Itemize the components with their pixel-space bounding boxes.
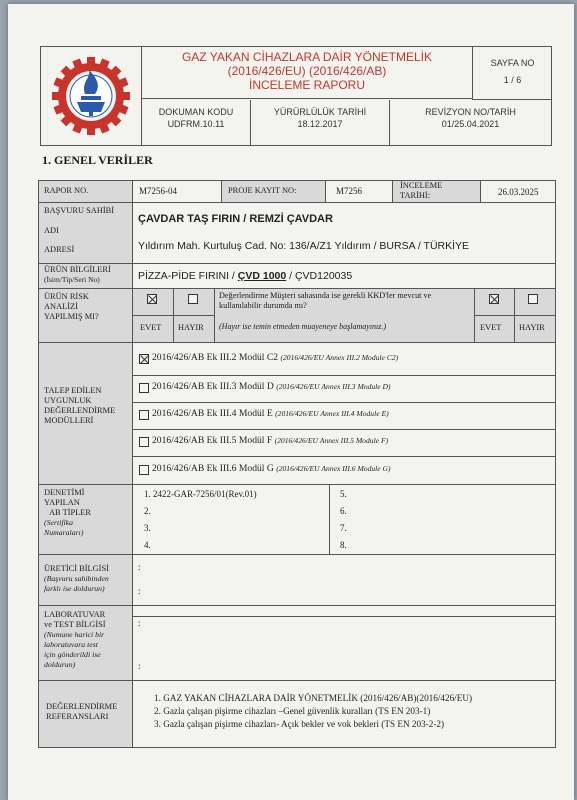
revision-cell (390, 100, 551, 145)
type-cert-5: 5. (340, 489, 347, 499)
organization-logo (41, 47, 142, 145)
product-serial: / ÇVD120035 (286, 270, 353, 282)
report-no-value: M7256-04 (139, 186, 177, 196)
document-title (142, 47, 472, 99)
page-value: 1 / 6 (503, 75, 522, 85)
general-data-form (38, 180, 556, 748)
title-line-3: İNCELEME RAPORU (248, 78, 366, 92)
ppe-note: (Hayır ise temin etmeden muayeneye başlamayınız.) (219, 322, 387, 331)
product-value (138, 270, 352, 282)
doc-code-label: DOKUMAN KODU (158, 107, 234, 117)
module-d-option: 2016/426/AB Ek III.3 Modül D (2016/426/EU Annex III.3 Module D) (152, 381, 391, 392)
document-page (8, 4, 574, 800)
type-cert-6: 6. (340, 506, 347, 516)
product-type: ÇVD 1000 (237, 270, 287, 282)
module-c2-option: 2016/426/AB Ek III.2 Modül C2 (2016/426/EU Annex III.2 Module C2) (152, 352, 399, 363)
applicant-name-value: ÇAVDAR TAŞ FIRIN / REMZİ ÇAVDAR (138, 213, 333, 225)
gear-logo-icon (41, 47, 141, 145)
manufacturer-line-1: : (138, 562, 141, 572)
document-header (40, 46, 552, 146)
ppe-question: Değerlendirme Müşteri sahasında ise gerekli KKD'ler mevcut ve kullanılabilir durumda mı? (219, 291, 432, 310)
type-cert-4: 4. (144, 540, 151, 550)
module-e-checkbox[interactable] (139, 410, 149, 420)
type-cert-1: 1. 2422-GAR-7256/01(Rev.01) (144, 489, 257, 499)
lab-label: LABORATUVAR ve TEST BİLGİSİ (Numune harici bir laboratuvara test için gönderildi ise doldurun) (44, 610, 106, 669)
lab-line-2: : (138, 661, 141, 671)
page-number-box (472, 47, 552, 100)
module-f-option: 2016/426/AB Ek III.5 Modül F (2016/426/EU Annex III.5 Module F) (152, 435, 389, 446)
page-label: SAYFA NO (490, 58, 535, 68)
inspection-date-value: 26.03.2025 (498, 187, 539, 197)
module-g-checkbox[interactable] (139, 465, 149, 475)
product-name: PİZZA-PİDE FIRINI / (138, 270, 238, 282)
reference-item-1: 1. GAZ YAKAN CİHAZLARA DAİR YÖNETMELİK (2016/426/AB)(2016/426/EU) (154, 693, 473, 703)
module-f-checkbox[interactable] (139, 437, 149, 447)
risk-label: ÜRÜN RİSK ANALİZİ YAPILMIŞ MI? (44, 292, 99, 321)
ppe-yes-checkbox[interactable] (489, 294, 499, 304)
title-line-2: (2016/426/EU) (2016/426/AB) (227, 64, 387, 78)
type-cert-7: 7. (340, 523, 347, 533)
risk-no-checkbox[interactable] (188, 294, 198, 304)
effective-label: YÜRÜRLÜLÜK TARİHİ (273, 107, 367, 117)
references-list (154, 692, 472, 731)
report-no-label: RAPOR NO. (44, 186, 89, 195)
reference-item-2: 2. Gazla çalışan pişirme cihazları –Genel güvenlik kuralları (TS EN 203-1) (154, 706, 431, 716)
reference-item-3: 3. Gazla çalışan pişirme cihazları- Açık bekler ve vok bekleri (TS EN 203-2-2) (154, 719, 445, 729)
modules-label: TALEP EDİLEN UYGUNLUK DEĞERLENDİRME MODÜLLERİ (44, 386, 116, 425)
applicant-name-label: ADI (44, 226, 59, 235)
ppe-no-checkbox[interactable] (528, 294, 538, 304)
module-e-option: 2016/426/AB Ek III.4 Modül E (2016/426/EU Annex III.4 Module E) (152, 408, 389, 419)
revision-label: REVİZYON NO/TARİH (425, 107, 516, 117)
module-g-option: 2016/426/AB Ek III.6 Modül G (2016/426/EU Annex III.6 Module G) (152, 463, 391, 474)
risk-no-label: HAYIR (178, 323, 204, 332)
types-label: DENETİMİ YAPILAN AB TİPLER (Sertifika Numaraları) (44, 488, 91, 537)
types-right-list (340, 486, 347, 554)
references-label: DEĞERLENDİRME REFERANSLARI (46, 702, 118, 721)
type-cert-8: 8. (340, 540, 347, 550)
inspection-date-label: İNCELEME TARİHİ: (400, 181, 443, 200)
ppe-yes-label: EVET (480, 323, 502, 332)
effective-date-cell (251, 100, 390, 145)
doc-code-value: UDFRM.10.11 (167, 119, 225, 129)
module-c2-checkbox[interactable] (139, 354, 149, 364)
doc-code-cell (142, 100, 251, 145)
title-line-1: GAZ YAKAN CİHAZLARA DAİR YÖNETMELİK (181, 50, 433, 64)
applicant-address-label: ADRESİ (44, 245, 75, 254)
manufacturer-line-2: : (138, 586, 141, 596)
type-cert-2: 2. (144, 506, 151, 516)
project-no-label: PROJE KAYIT NO: (228, 186, 297, 195)
product-label: ÜRÜN BİLGİLERİ (İsim/Tip/Seri No) (44, 265, 111, 284)
risk-yes-label: EVET (140, 323, 162, 332)
effective-value: 18.12.2017 (297, 119, 343, 129)
applicant-address-value: Yıldırım Mah. Kurtuluş Cad. No: 136/A/Z1 Yıldırım / BURSA / TÜRKİYE (138, 240, 470, 252)
revision-value: 01/25.04.2021 (441, 119, 500, 129)
lab-line-1: : (138, 618, 141, 628)
types-left-list (144, 486, 257, 554)
project-no-value: M7256 (336, 186, 363, 196)
section-title: 1. GENEL VERİLER (42, 153, 153, 167)
ppe-no-label: HAYIR (519, 323, 545, 332)
module-d-checkbox[interactable] (139, 383, 149, 393)
type-cert-3: 3. (144, 523, 151, 533)
applicant-title: BAŞVURU SAHİBİ (44, 206, 115, 215)
risk-yes-checkbox[interactable] (147, 294, 157, 304)
manufacturer-label: ÜRETİCİ BİLGİSİ (Başvuru sahibinden farklı ise doldurun) (44, 564, 109, 593)
